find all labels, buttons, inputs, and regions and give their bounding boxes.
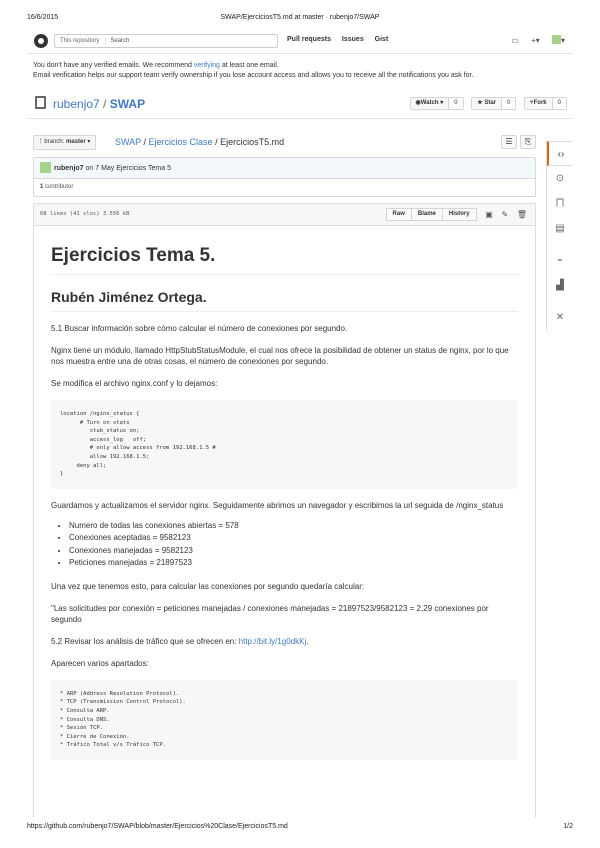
- paragraph: Nginx tiene un módulo, llamado HttpStubStatusModule, el cual nos ofrece la posibilidad de obtener un status de nginx, por lo que nos muestra entre una de otras cosas, el número de conexiones por segundo.: [51, 346, 509, 366]
- markdown-body: [51, 227, 518, 760]
- paragraph: Guardamos y actualizamos el servidor nginx. Seguidamente abrimos un navegador y escribimos la url seguida de /nginx_status: [51, 500, 504, 510]
- trash-icon[interactable]: 🗑: [516, 210, 527, 219]
- watch-count[interactable]: 0: [448, 98, 462, 109]
- search-placeholder: Search: [110, 38, 130, 44]
- nav-gist[interactable]: Gist: [374, 36, 389, 43]
- print-date: 16/6/2015: [27, 14, 59, 21]
- repo-icon: [35, 96, 46, 109]
- paragraph: Aparecen varios apartados:: [51, 658, 149, 668]
- search-scope: This repository: [60, 38, 106, 44]
- commit-message[interactable]: on 7 May Ejercicios Tema 5: [85, 165, 171, 172]
- blame-button[interactable]: Blame: [411, 208, 443, 221]
- star-icon: ★: [477, 100, 483, 106]
- raw-button[interactable]: Raw: [386, 208, 412, 221]
- print-page-number: 1/2: [563, 823, 573, 830]
- file-list-icon[interactable]: ☰: [501, 135, 517, 149]
- paragraph: "Las solicitudes por conexión = peticiones manejadas / conexiones manejadas = 21897523/9582123 = 2,29 conexiones por segundo: [51, 603, 489, 624]
- paragraph: Una vez que tenemos esto, para calcular las conexiones por segundo quedaría calcular:: [51, 581, 365, 591]
- issues-icon[interactable]: ⊙: [555, 173, 565, 184]
- repo-owner-link[interactable]: rubenjo7: [53, 97, 100, 111]
- desktop-icon[interactable]: ▣: [485, 210, 493, 219]
- author-avatar: [40, 162, 51, 173]
- paragraph: Se modifica el archivo nginx.conf y lo dejamos:: [51, 379, 218, 388]
- list-item: • Peticiones manejadas = 21897523: [69, 557, 518, 570]
- breadcrumb: SWAP / Ejercicios Clase / EjerciciosT5.md: [115, 137, 285, 147]
- print-url: https://github.com/rubenjo7/SWAP/blob/master/Ejercicios%20Clase/EjerciciosT5.md: [27, 823, 288, 830]
- file-header: [34, 204, 535, 226]
- fork-button[interactable]: ⑂Fork 0: [524, 97, 567, 110]
- file-info: 68 lines (41 sloc) 3.556 kB: [40, 211, 130, 217]
- branch-icon: ᚴ: [39, 139, 43, 145]
- site-header: [27, 30, 573, 54]
- doc-author: Rubén Jiménez Ortega.: [51, 289, 518, 312]
- list-item: • Conexiones aceptadas = 9582123: [69, 532, 518, 545]
- list-item: • Numero de todas las conexiones abiertas = 578: [69, 520, 518, 533]
- paragraph: 5.2 Revisar los análisis de tráfico que se ofrecen en: http://bit.ly/1g0dkKj.: [51, 636, 309, 646]
- graphs-icon[interactable]: ▟: [556, 280, 564, 291]
- repo-actions: [404, 97, 567, 110]
- email-verification-notice: You don't have any verified emails. We recommend verifying at least one email. Email verification helps our support team verify ownership if you lose account access and allows you to receive all the notifications you ask for.: [33, 62, 474, 79]
- repo-title: rubenjo7 / SWAP: [53, 97, 146, 111]
- eye-icon: ◉: [415, 100, 421, 106]
- file-navigation: [33, 135, 536, 152]
- pencil-icon[interactable]: ✎: [501, 210, 509, 219]
- code-block: * ARP (Address Resolution Protocol). * TCP (Transmission Control Protocol). * Consulta ARP. * Consulta DNS. * Sesión TCP. * Cierre de Conexión. * Tráfico Total v/s Tráfico TCP.: [51, 680, 518, 760]
- notifications-icon[interactable]: ▭: [511, 36, 519, 45]
- file-box: [33, 203, 536, 818]
- pull-requests-icon[interactable]: ⨅: [556, 198, 564, 209]
- nav-issues[interactable]: Issues: [341, 36, 364, 43]
- search-input[interactable]: [54, 34, 278, 48]
- file-actions: [387, 208, 527, 221]
- breadcrumb-file: EjerciciosT5.md: [220, 137, 285, 147]
- commit-author[interactable]: rubenjo7: [54, 165, 84, 172]
- print-title: SWAP/EjerciciosT5.md at master · rubenjo7/SWAP: [220, 14, 380, 21]
- header-icons: [501, 35, 565, 45]
- commit-tease: [33, 157, 536, 197]
- print-header: [27, 14, 573, 24]
- file-nav-buttons: [498, 135, 536, 149]
- copy-path-icon[interactable]: ⎘: [520, 135, 536, 149]
- breadcrumb-folder[interactable]: Ejercicios Clase: [148, 137, 213, 147]
- code-block: location /nginx_status { # Turn on stats stub_status on; access_log off; # only allow access from 192.168.1.5 # allow 192.168.1.5; deny all; }: [51, 400, 518, 489]
- repo-header: [27, 92, 573, 119]
- paragraph: 5.1 Buscar información sobre cómo calcular el número de conexiones por segundo.: [51, 324, 348, 333]
- contributors[interactable]: 1 contributor: [40, 184, 74, 190]
- repo-sidenav: [546, 141, 573, 330]
- fork-icon: ⑂: [530, 100, 534, 106]
- latest-commit: [34, 158, 535, 179]
- plus-icon[interactable]: +▾: [531, 36, 540, 45]
- wiki-icon[interactable]: ▤: [555, 223, 565, 234]
- top-nav: [287, 36, 397, 43]
- watch-button[interactable]: ◉Watch ▾ 0: [410, 97, 464, 110]
- history-button[interactable]: History: [442, 208, 477, 221]
- branch-selector[interactable]: ᚴ branch: master ▾: [33, 135, 96, 150]
- traffic-analysis-link[interactable]: http://bit.ly/1g0dkKj: [238, 636, 307, 646]
- fork-count[interactable]: 0: [552, 98, 566, 109]
- code-icon[interactable]: ‹›: [547, 141, 573, 166]
- pulse-icon[interactable]: ⌁: [556, 255, 564, 266]
- star-button[interactable]: ★ Star 0: [471, 97, 516, 110]
- nav-pull-requests[interactable]: Pull requests: [287, 36, 331, 43]
- doc-title: Ejercicios Tema 5.: [51, 245, 518, 275]
- repo-name-link[interactable]: SWAP: [109, 97, 146, 111]
- github-logo-icon[interactable]: [34, 34, 48, 48]
- star-count[interactable]: 0: [501, 98, 515, 109]
- stats-list: [51, 520, 518, 570]
- settings-icon[interactable]: ✕: [555, 312, 565, 323]
- list-item: • Conexiones manejadas = 9582123: [69, 545, 518, 558]
- breadcrumb-repo[interactable]: SWAP: [115, 137, 142, 147]
- verifying-link[interactable]: verifying: [193, 62, 220, 69]
- avatar[interactable]: ▾: [552, 36, 565, 45]
